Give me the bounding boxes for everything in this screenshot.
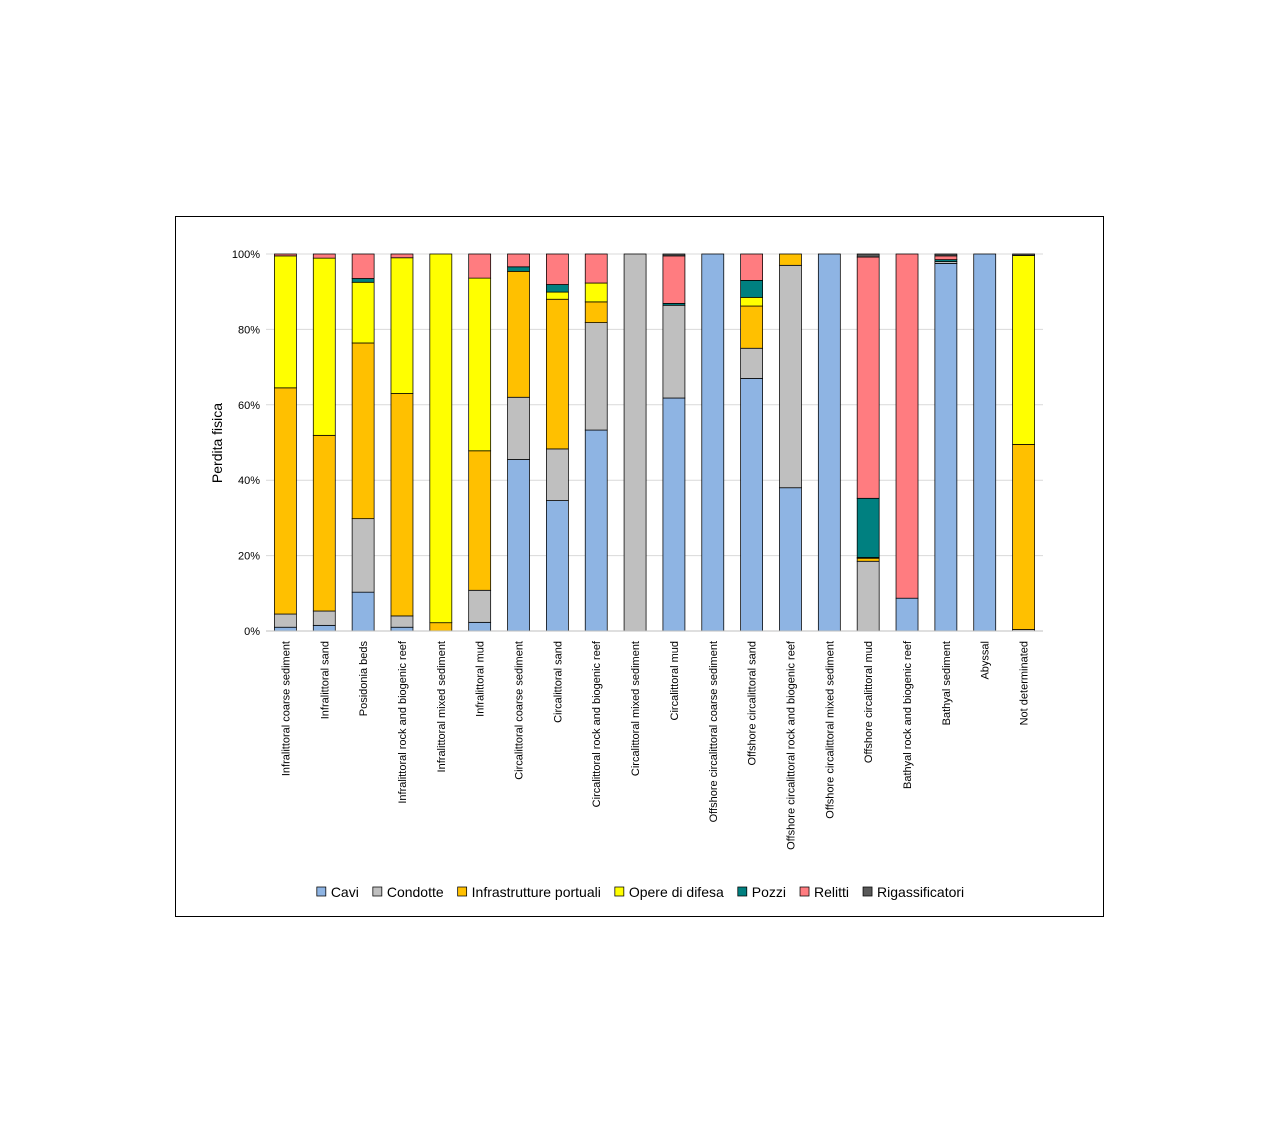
y-tick-labels [232,249,260,638]
category-label: Offshore circalittoral rock and biogenic reef [785,641,798,850]
bar-segment-infrastrutture-portuali [391,393,413,615]
bar-segment-condotte [274,614,296,627]
bar-segment-infrastrutture-portuali [585,302,607,323]
bar-segment-relitti [546,254,568,285]
bar-segment-opere-di-difesa [352,282,374,343]
bar-stack [779,254,801,631]
category-label: Offshore circalittoral sand [746,641,759,766]
bar-segment-infrastrutture-portuali [352,343,374,519]
category-label: Circalittoral sand [552,641,565,723]
legend-item [317,884,359,900]
bar-segment-relitti [274,254,296,256]
bar-stack [391,254,413,631]
stacked-bar-chart [176,217,1105,918]
category-label: Bathyal sediment [940,641,953,726]
gridlines [266,254,1043,631]
bar-segment-relitti [663,256,685,304]
bar-segment-cavi [352,592,374,631]
bar-segment-rigassificatori [857,254,879,257]
bar-stack [469,254,491,631]
category-label: Infralittoral mud [474,641,487,717]
bar-segment-cavi [663,398,685,631]
bar-stack [896,254,918,631]
bar-segment-relitti [391,254,413,258]
bar-segment-condotte [779,265,801,487]
category-label: Bathyal rock and biogenic reef [902,641,915,789]
bar-segment-infrastrutture-portuali [430,623,452,631]
bar-stack [508,254,530,631]
legend-label: Relitti [814,884,850,900]
bar-stack [546,254,568,631]
bar-stack [935,254,957,631]
category-label: Abyssal [979,641,992,680]
category-label: Posidonia beds [358,641,371,717]
bar-segment-infrastrutture-portuali [508,271,530,397]
bar-segment-relitti [508,254,530,267]
bar-stack [313,254,335,631]
bar-segment-cavi [779,488,801,631]
bar-segment-infrastrutture-portuali [313,435,335,611]
category-label: Circalittoral mixed sediment [630,641,643,777]
bar-stack [430,254,452,631]
bar-segment-rigassificatori [935,254,957,256]
bar-segment-opere-di-difesa [1013,256,1035,445]
category-label: Infralittoral sand [319,641,332,720]
bar-segment-relitti [857,257,879,498]
bar-segment-cavi [935,263,957,631]
bar-segment-rigassificatori [1013,254,1035,256]
legend-item [458,884,601,900]
legend-item [373,884,444,900]
bar-segment-relitti [896,254,918,598]
category-label: Infralittoral rock and biogenic reef [396,641,409,804]
bar-segment-relitti [585,254,607,283]
bar-stack [857,254,879,631]
bar-segment-condotte [741,348,763,378]
bar-stack [352,254,374,631]
bar-stack [663,254,685,631]
category-label: Circalittoral rock and biogenic reef [591,641,604,808]
bar-segment-opere-di-difesa [313,258,335,435]
bar-segment-relitti [741,254,763,280]
legend-item [800,884,849,900]
bar-segment-opere-di-difesa [546,292,568,299]
bar-segment-condotte [585,323,607,430]
bar-segment-infrastrutture-portuali [274,388,296,614]
bar-segment-pozzi [741,280,763,297]
bar-segment-infrastrutture-portuali [741,306,763,348]
y-tick-label: 60% [237,399,260,412]
bar-stack [1013,254,1035,631]
bar-segment-cavi [896,598,918,631]
category-label: Not determinated [1018,641,1031,726]
bar-segment-cavi [546,501,568,631]
bar-segment-opere-di-difesa [391,258,413,394]
bar-segment-infrastrutture-portuali [779,254,801,265]
legend-label: Opere di difesa [628,884,724,900]
y-tick-label: 0% [244,626,260,638]
category-label: Circalittoral coarse sediment [513,641,526,780]
category-label: Offshore circalittoral mixed sediment [824,641,837,819]
legend-swatch [458,887,467,896]
bar-segment-condotte [663,305,685,398]
y-tick-label: 100% [231,249,260,261]
bar-segment-relitti [352,254,374,279]
legend-swatch [373,887,382,896]
bar-segment-opere-di-difesa [585,283,607,302]
bar-segment-pozzi [546,285,568,293]
bar-segment-opere-di-difesa [430,254,452,623]
bar-segment-cavi [741,378,763,631]
bar-segment-cavi [585,430,607,631]
bar-stack [274,254,296,631]
y-tick-label: 20% [237,550,260,563]
bar-segment-opere-di-difesa [741,297,763,306]
bar-segment-condotte [546,449,568,501]
bar-segment-pozzi [857,498,879,557]
legend-label: Cavi [330,884,359,900]
legend-label: Pozzi [751,884,787,900]
legend-swatch [317,887,326,896]
bar-stack [585,254,607,631]
legend-swatch [800,887,809,896]
legend-swatch [615,887,624,896]
category-labels [280,640,1030,850]
bar-segment-cavi [818,254,840,631]
bar-segment-infrastrutture-portuali [857,558,879,561]
bar-segment-cavi [274,627,296,631]
bar-stack [702,254,724,631]
bar-segment-condotte [391,616,413,627]
bar-segment-infrastrutture-portuali [546,299,568,449]
bar-segment-rigassificatori [663,254,685,256]
bar-segment-relitti [469,254,491,278]
bar-stack [741,254,763,631]
legend-swatch [863,887,872,896]
y-tick-label: 40% [237,475,260,488]
category-label: Offshore circalittoral mud [863,641,876,764]
bar-segment-condotte [624,254,646,631]
legend-swatch [738,887,747,896]
bar-segment-pozzi [352,279,374,283]
bar-segment-condotte [857,561,879,631]
bar-segment-infrastrutture-portuali [469,451,491,590]
bar-segment-pozzi [508,267,530,272]
bar-segment-condotte [469,590,491,622]
bar-segment-relitti [313,254,335,258]
category-label: Circalittoral mud [668,641,681,721]
chart-frame [175,216,1104,917]
bar-segment-infrastrutture-portuali [1013,444,1035,629]
bar-stack [818,254,840,631]
legend-item [863,884,964,900]
category-label: Offshore circalittoral coarse sediment [707,641,720,823]
bar-segment-condotte [352,519,374,593]
legend [317,884,964,900]
bar-segment-opere-di-difesa [274,256,296,388]
bar-segment-cavi [469,622,491,631]
legend-label: Condotte [386,884,444,900]
legend-label: Infrastrutture portuali [471,884,601,900]
bar-segment-opere-di-difesa [469,278,491,451]
bar-segment-cavi [702,254,724,631]
bar-segment-condotte [508,397,530,459]
bar-segment-condotte [313,611,335,625]
legend-item [738,884,786,900]
legend-label: Rigassificatori [877,884,965,900]
bar-segment-cavi [313,625,335,631]
bar-stack [974,254,996,631]
category-label: Infralittoral coarse sediment [280,641,293,777]
bar-segment-cavi [508,459,530,631]
bars [274,254,1034,631]
bar-stack [624,254,646,631]
bar-segment-cavi [391,627,413,631]
legend-item [615,884,724,900]
bar-segment-cavi [974,254,996,631]
category-label: Infralittoral mixed sediment [435,641,448,773]
y-tick-label: 80% [237,324,260,337]
y-axis-label: Perdita fisica [209,402,225,484]
bar-segment-relitti [935,256,957,260]
